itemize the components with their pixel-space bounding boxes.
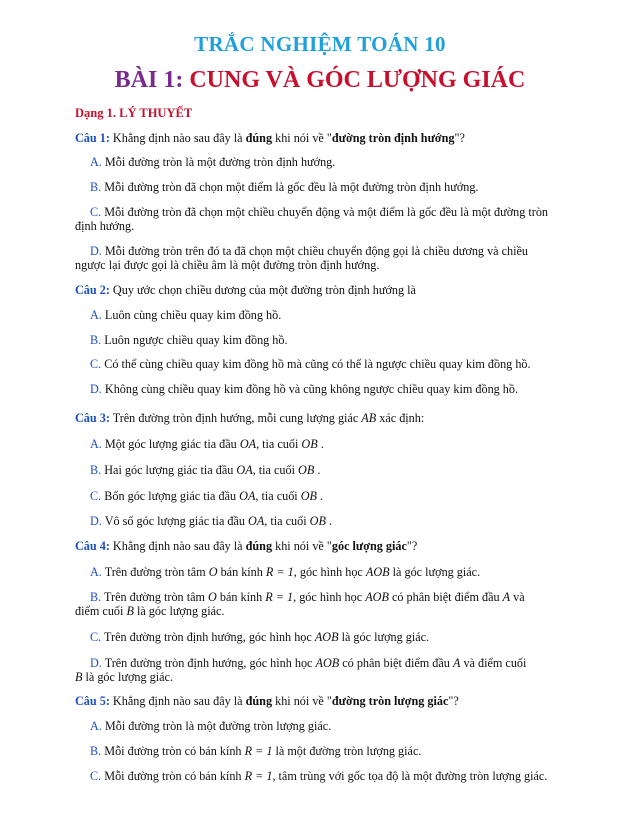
option-text: Mỗi đường tròn có bán kính <box>104 769 242 783</box>
option-label: C. <box>90 630 102 644</box>
option-label: B. <box>90 463 102 477</box>
option-text: điểm cuối <box>75 604 124 618</box>
lesson-number: BÀI 1: <box>114 67 184 93</box>
question-text: khi nói về " <box>272 131 332 145</box>
math-var: OA <box>239 437 257 451</box>
math-var: O <box>208 565 218 579</box>
option-label: C. <box>90 769 102 783</box>
option-label: B. <box>90 744 102 758</box>
math-var: R = 1 <box>244 769 273 783</box>
math-var: AOB <box>365 565 390 579</box>
option-text: , tia cuối <box>264 514 307 528</box>
question-4 <box>75 539 417 554</box>
option-4d-cont <box>75 670 173 685</box>
math-var: AB <box>361 411 377 425</box>
option-1d-cont: ngược lại được gọi là chiều âm là một đường tròn định hướng. <box>75 258 380 272</box>
option-2c <box>90 357 531 372</box>
question-text: "? <box>406 539 418 553</box>
emphasis: đúng <box>245 539 273 553</box>
math-var: AOB <box>315 656 340 670</box>
question-text: Trên đường tròn định hướng, mỗi cung lượng giác <box>112 411 359 425</box>
emphasis: đúng <box>245 694 273 708</box>
question-text: "? <box>454 131 465 145</box>
option-text: Bốn góc lượng giác tia đầu <box>104 489 237 503</box>
option-2d <box>90 382 518 397</box>
option-label: A. <box>90 155 102 169</box>
question-text: khi nói về " <box>272 694 332 708</box>
option-text: Luôn ngược chiều quay kim đồng hồ. <box>104 333 288 347</box>
math-var: AOB <box>365 590 389 604</box>
option-text: và <box>513 590 525 604</box>
option-text: Một góc lượng giác tia đầu <box>104 437 237 451</box>
option-label: B. <box>90 333 102 347</box>
option-label: A. <box>90 308 102 322</box>
option-1b <box>90 180 479 195</box>
option-text: Luôn cùng chiều quay kim đồng hồ. <box>104 308 282 322</box>
math-var: R = 1 <box>244 744 273 758</box>
math-var: OB <box>309 514 326 528</box>
question-label: Câu 2: <box>75 283 110 297</box>
option-text: Mỗi đường tròn đã chọn một chiều chuyển động và một điểm là gốc đều là một đường tròn <box>104 205 549 219</box>
option-label: A. <box>90 719 102 733</box>
page-title: TRẮC NGHIỆM TOÁN 10 <box>194 32 446 56</box>
math-var: B <box>75 670 83 684</box>
option-2a <box>90 308 281 323</box>
option-label: B. <box>90 590 102 604</box>
option-text: là góc lượng giác. <box>392 565 481 579</box>
math-var: OB <box>298 463 315 477</box>
option-text: . <box>320 437 324 451</box>
math-var: OB <box>301 437 318 451</box>
option-label: D. <box>90 514 102 528</box>
option-text: Trên đường tròn định hướng, góc hình học <box>104 656 313 670</box>
option-label: D. <box>90 382 102 396</box>
option-4d <box>90 656 526 671</box>
option-label: D. <box>90 244 102 258</box>
option-text: là góc lượng giác. <box>341 630 430 644</box>
option-3d <box>90 514 332 529</box>
option-text: Không cùng chiều quay kim đồng hồ và cũng không ngược chiều quay kim đồng hồ. <box>104 382 519 396</box>
math-var: R = 1 <box>265 565 294 579</box>
emphasis: góc lượng giác <box>331 539 407 553</box>
option-text: Trên đường tròn định hướng, góc hình học <box>104 630 312 644</box>
question-5 <box>75 694 459 709</box>
option-1d <box>90 244 528 259</box>
question-2 <box>75 283 416 298</box>
question-text: Khẳng định nào sau đây là <box>112 694 246 708</box>
option-text: Mỗi đường tròn là một đường tròn lượng giác. <box>104 719 332 733</box>
option-text: , tia cuối <box>252 463 295 477</box>
section-heading: Dạng 1. LÝ THUYẾT <box>75 106 193 120</box>
option-text: bán kính <box>219 590 263 604</box>
option-text: . <box>317 463 321 477</box>
option-3a <box>90 437 324 452</box>
math-var: A <box>502 590 511 604</box>
question-label: Câu 5: <box>75 694 110 708</box>
option-text: có phân biệt điểm đầu <box>391 590 500 604</box>
option-label: C. <box>90 205 102 219</box>
question-text: khi nói về " <box>272 539 332 553</box>
option-4c <box>90 630 429 645</box>
option-5b <box>90 744 421 759</box>
option-text: , tia cuối <box>255 489 298 503</box>
emphasis: đường tròn định hướng <box>331 131 455 145</box>
question-text: xác định: <box>379 411 425 425</box>
option-text: Mỗi đường tròn là một đường tròn định hướng. <box>104 155 336 169</box>
option-3b <box>90 463 320 478</box>
emphasis: đường tròn lượng giác <box>331 694 449 708</box>
lesson-name: CUNG VÀ GÓC LƯỢNG GIÁC <box>189 67 526 93</box>
math-var: OA <box>236 463 253 477</box>
math-var: R = 1 <box>265 590 294 604</box>
option-label: A. <box>90 565 102 579</box>
math-var: O <box>208 590 217 604</box>
question-label: Câu 3: <box>75 411 110 425</box>
math-var: B <box>126 604 134 618</box>
option-text: là góc lượng giác. <box>85 670 174 684</box>
lesson-title <box>0 67 640 94</box>
option-label: D. <box>90 656 102 670</box>
question-3 <box>75 411 424 426</box>
option-text: Mỗi đường tròn có bán kính <box>104 744 242 758</box>
option-text: , tâm trùng với gốc tọa độ là một đường tròn lượng giác. <box>272 769 548 783</box>
question-label: Câu 1: <box>75 131 110 145</box>
option-text: là góc lượng giác. <box>136 604 225 618</box>
option-text: Mỗi đường tròn trên đó ta đã chọn một chiều chuyển động gọi là chiều dương và chiều <box>104 244 529 258</box>
option-text: Hai góc lượng giác tia đầu <box>104 463 234 477</box>
option-text: Trên đường tròn tâm <box>104 590 205 604</box>
math-var: AOB <box>314 630 339 644</box>
option-text: , góc hình học <box>293 590 363 604</box>
math-var: OA <box>248 514 265 528</box>
option-text: Trên đường tròn tâm <box>104 565 206 579</box>
math-var: OB <box>300 489 317 503</box>
emphasis: đúng <box>245 131 273 145</box>
question-text: "? <box>448 694 459 708</box>
option-5c <box>90 769 547 784</box>
option-text: Vô số góc lượng giác tia đầu <box>104 514 245 528</box>
option-text: , tia cuối <box>256 437 299 451</box>
option-label: C. <box>90 489 102 503</box>
question-label: Câu 4: <box>75 539 110 553</box>
option-4a <box>90 565 480 580</box>
question-1 <box>75 131 465 146</box>
option-1c-cont: định hướng. <box>75 219 135 233</box>
option-text: . <box>328 514 332 528</box>
option-label: B. <box>90 180 102 194</box>
option-text: . <box>320 489 324 503</box>
option-label: A. <box>90 437 102 451</box>
question-text: Khẳng định nào sau đây là <box>112 131 246 145</box>
question-text: Quy ước chọn chiều dương của một đường tròn định hướng là <box>112 283 416 297</box>
option-1a <box>90 155 335 170</box>
option-3c <box>90 489 323 504</box>
option-2b <box>90 333 288 348</box>
option-text: có phân biệt điểm đầu <box>342 656 450 670</box>
option-text: , góc hình học <box>293 565 363 579</box>
option-1c <box>90 205 548 220</box>
option-5a <box>90 719 331 734</box>
option-label: C. <box>90 357 102 371</box>
option-4b-cont <box>75 604 224 619</box>
option-text: và điểm cuối <box>463 656 527 670</box>
question-text: Khẳng định nào sau đây là <box>112 539 246 553</box>
math-var: A <box>452 656 461 670</box>
option-text: là một đường tròn lượng giác. <box>275 744 422 758</box>
math-var: OA <box>239 489 256 503</box>
option-text: Mỗi đường tròn đã chọn một điểm là gốc đều là một đường tròn định hướng. <box>104 180 479 194</box>
option-text: Có thể cùng chiều quay kim đồng hồ mà cũng có thể là ngược chiều quay kim đồng hồ. <box>104 357 531 371</box>
option-4b <box>90 590 525 605</box>
option-text: bán kính <box>220 565 263 579</box>
